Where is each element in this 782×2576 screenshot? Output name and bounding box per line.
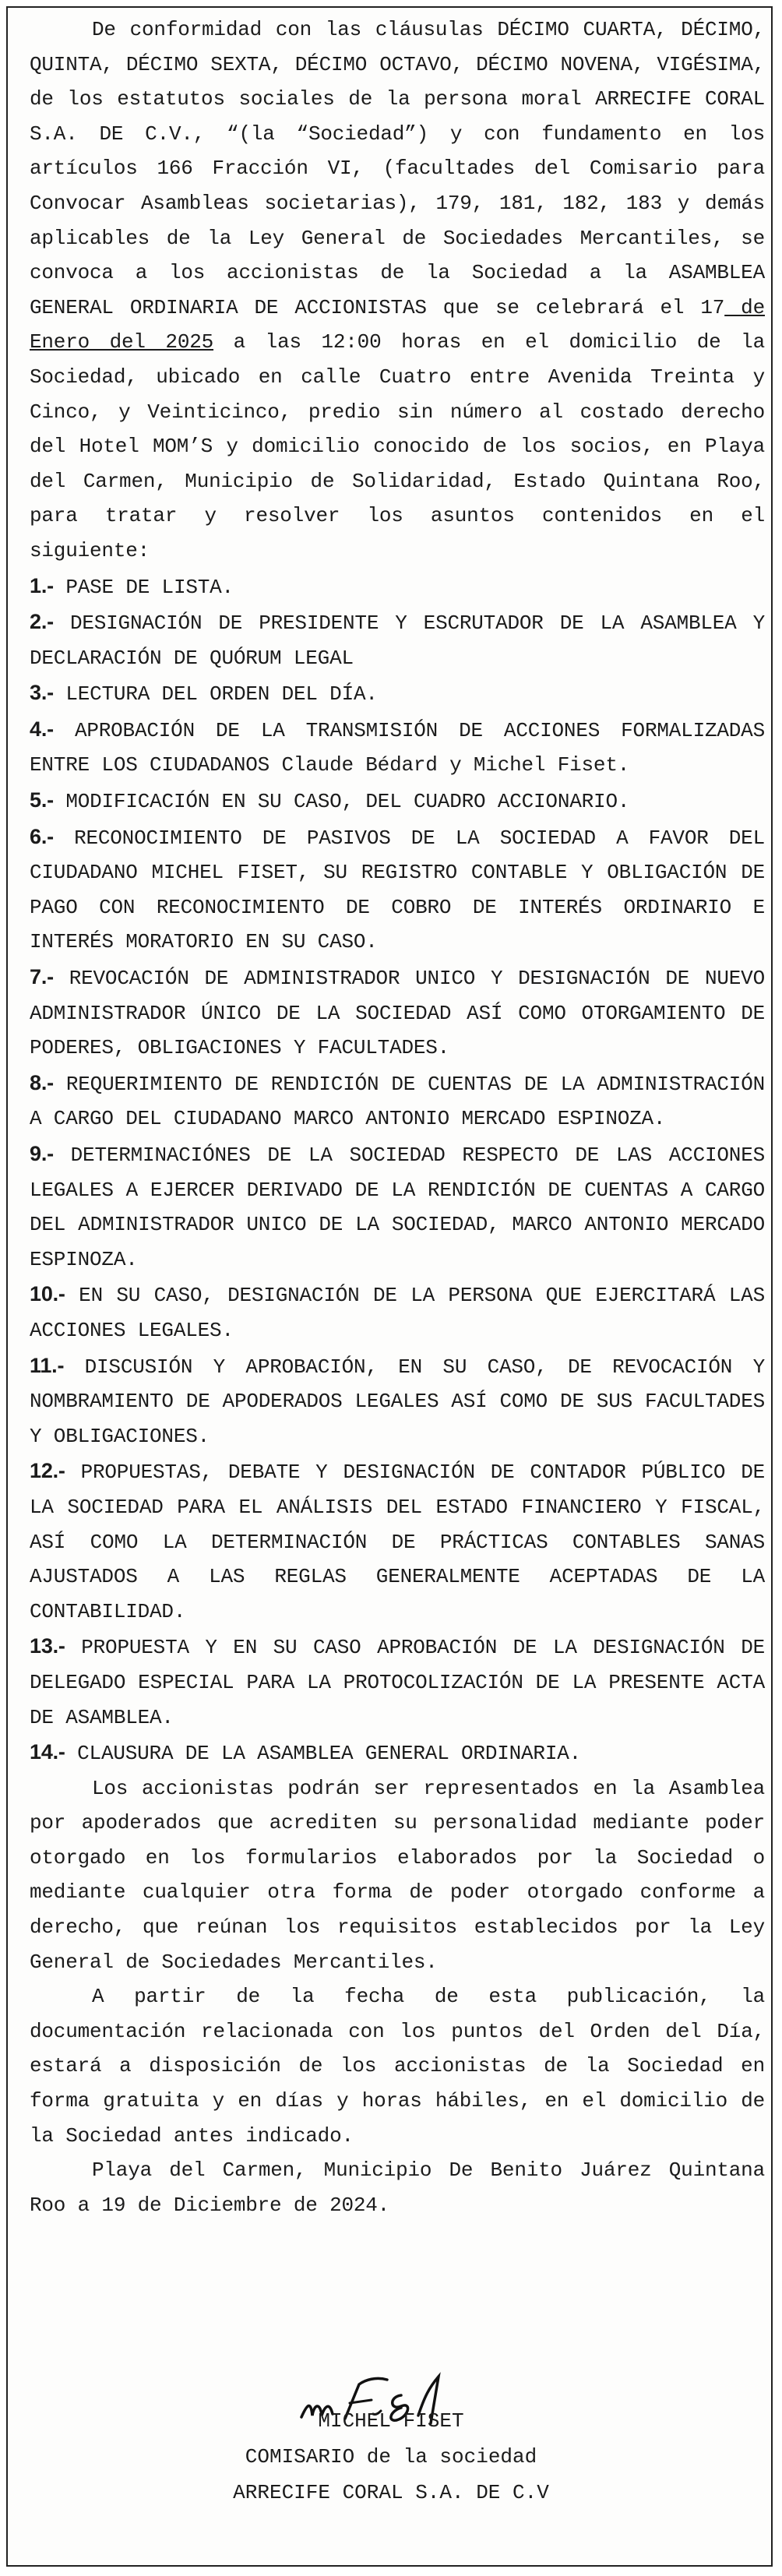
documentation-paragraph: A partir de la fecha de esta publicación, la documentación relacionada con los puntos del Orden del Día, estará a disposición de los accionistas de la Sociedad en forma gratuita y en días y horas hábiles, en el domicilio de la Sociedad antes indicado. (30, 1985, 765, 2148)
intro-text-end: a las 12:00 horas en el domicilio de la Sociedad, ubicado en calle Cuatro entre Avenida Treinta y Cinco, y Veinticinco, predio sin número al costado derecho del Hotel MOM’S y domicilio conocido de los socios, en Playa del Carmen, Municipio de Solidaridad, Estado Quintana Roo, para tratar y resolver los asuntos contenidos en el siguiente: (30, 330, 765, 562)
meeting-date: de Enero del 2025 (30, 295, 765, 354)
agenda-item (30, 1629, 765, 1735)
signer-company: ARRECIFE CORAL S.A. DE C.V (233, 2481, 549, 2504)
agenda-item-text: APROBACIÓN DE LA TRANSMISIÓN DE ACCIONES FORMALIZADAS ENTRE LOS CIUDADANOS Claude Bédard y Michel Fiset. (30, 718, 765, 777)
agenda-item (30, 783, 765, 819)
place-date-paragraph: Playa del Carmen, Municipio De Benito Juárez Quintana Roo a 19 de Diciembre de 2024. (30, 2158, 765, 2217)
agenda-item-number: 3.- (30, 681, 54, 705)
agenda-item-text: REQUERIMIENTO DE RENDICIÓN DE CUENTAS DE LA ADMINISTRACIÓN A CARGO DEL CIUDADANO MARCO ANTONIO MERCADO ESPINOZA. (30, 1072, 765, 1131)
agenda-item-number: 12.- (30, 1459, 65, 1483)
agenda-item-text: CLAUSURA DE LA ASAMBLEA GENERAL ORDINARIA. (65, 1742, 582, 1766)
agenda-item (30, 1277, 765, 1348)
representation-paragraph: Los accionistas podrán ser representados en la Asamblea por apoderados que acrediten su personalidad mediante poder otorgado en los formularios elaborados por la Sociedad o mediante cualquier otra forma de poder otorgado conforme a derecho, que reúnan los requisitos establecidos por la Ley General de Sociedades Mercantiles. (30, 1776, 765, 1974)
agenda-item-number: 10.- (30, 1282, 65, 1306)
agenda-item (30, 1454, 765, 1629)
agenda-item-number: 14.- (30, 1740, 65, 1764)
agenda-list (30, 569, 765, 1771)
agenda-item-text: RECONOCIMIENTO DE PASIVOS DE LA SOCIEDAD A FAVOR DEL CIUDADANO MICHEL FISET, SU REGISTRO CONTABLE Y OBLIGACIÓN DE PAGO CON RECONOCIMIENTO DE COBRO DE INTERÉS ORDINARIO E INTERÉS MORATORIO EN SU CASO. (30, 826, 765, 954)
agenda-item-text: LECTURA DEL ORDEN DEL DÍA. (53, 682, 378, 707)
agenda-item (30, 675, 765, 712)
agenda-item-text: DETERMINACIÓNES DE LA SOCIEDAD RESPECTO DE LAS ACCIONES LEGALES A EJERCER DERIVADO DE LA RENDICIÓN DE CUENTAS A CARGO DEL ADMINISTRADOR UNICO DE LA SOCIEDAD, MARCO ANTONIO MERCADO ESPINOZA. (30, 1144, 765, 1271)
agenda-item-number: 4.- (30, 717, 54, 741)
agenda-item (30, 1735, 765, 1771)
agenda-item-text: REVOCACIÓN DE ADMINISTRADOR UNICO Y DESIGNACIÓN DE NUEVO ADMINISTRADOR ÚNICO DE LA SOCIEDAD ASÍ COMO OTORGAMIENTO DE PODERES, OBLIGACIONES Y FACULTADES. (30, 967, 765, 1060)
agenda-item-text: EN SU CASO, DESIGNACIÓN DE LA PERSONA QUE EJERCITARÁ LAS ACCIONES LEGALES. (30, 1284, 765, 1342)
agenda-item-number: 5.- (30, 788, 54, 812)
agenda-item-number: 8.- (30, 1070, 54, 1094)
agenda-item (30, 1066, 765, 1136)
agenda-item (30, 1136, 765, 1277)
signature-block (0, 2403, 782, 2511)
notice-body (30, 12, 765, 2222)
agenda-item-number: 13.- (30, 1634, 65, 1658)
signer-name: MICHEL FISET (318, 2409, 464, 2433)
agenda-item-text: DISCUSIÓN Y APROBACIÓN, EN SU CASO, DE REVOCACIÓN Y NOMBRAMIENTO DE APODERADOS LEGALES ASÍ COMO DE SUS FACULTADES Y OBLIGACIONES. (30, 1355, 765, 1448)
agenda-item (30, 569, 765, 605)
intro-paragraph (30, 12, 765, 569)
intro-text: De conformidad con las cláusulas DÉCIMO CUARTA, DÉCIMO, QUINTA, DÉCIMO SEXTA, DÉCIMO OCTAVO, DÉCIMO NOVENA, VIGÉSIMA, de los estatutos sociales de la persona moral ARRECIFE CORAL S.A. DE C.V., “(la “Sociedad”) y con fundamento en los artículos 166 Fracción VI, (facultades del Comisario para Convocar Asambleas societarias), 179, 181, 182, 183 y demás aplicables de la Ley General de Sociedades Mercantiles, se convoca a los accionistas de la Sociedad a la ASAMBLEA GENERAL ORDINARIA DE ACCIONISTAS que se celebrará el 17 (30, 18, 765, 319)
agenda-item-text: PROPUESTAS, DEBATE Y DESIGNACIÓN DE CONTADOR PÚBLICO DE LA SOCIEDAD PARA EL ANÁLISIS DEL ESTADO FINANCIERO Y FISCAL, ASÍ COMO LA DETERMINACIÓN DE PRÁCTICAS CONTABLES SANAS AJUSTADOS A LAS REGLAS GENERALMENTE ACEPTADAS DE LA CONTABILIDAD. (30, 1461, 765, 1623)
agenda-item-text: DESIGNACIÓN DE PRESIDENTE Y ESCRUTADOR DE LA ASAMBLEA Y DECLARACIÓN DE QUÓRUM LEGAL (30, 611, 765, 670)
signer-role: COMISARIO de la sociedad (245, 2445, 537, 2469)
agenda-item-number: 2.- (30, 610, 54, 634)
agenda-item-number: 11.- (30, 1353, 65, 1377)
agenda-item-number: 9.- (30, 1142, 54, 1165)
agenda-item-number: 1.- (30, 573, 54, 597)
agenda-item-text: PASE DE LISTA. (53, 575, 234, 599)
agenda-item-number: 6.- (30, 824, 54, 848)
agenda-item (30, 712, 765, 783)
agenda-item (30, 604, 765, 675)
agenda-item (30, 819, 765, 960)
agenda-item-text: MODIFICACIÓN EN SU CASO, DEL CUADRO ACCIONARIO. (53, 790, 630, 814)
agenda-item-number: 7.- (30, 965, 54, 989)
agenda-item-text: PROPUESTA Y EN SU CASO APROBACIÓN DE LA DESIGNACIÓN DE DELEGADO ESPECIAL PARA LA PROTOCOLIZACIÓN DE LA PRESENTE ACTA DE ASAMBLEA. (30, 1636, 765, 1729)
agenda-item (30, 960, 765, 1066)
agenda-item (30, 1348, 765, 1454)
